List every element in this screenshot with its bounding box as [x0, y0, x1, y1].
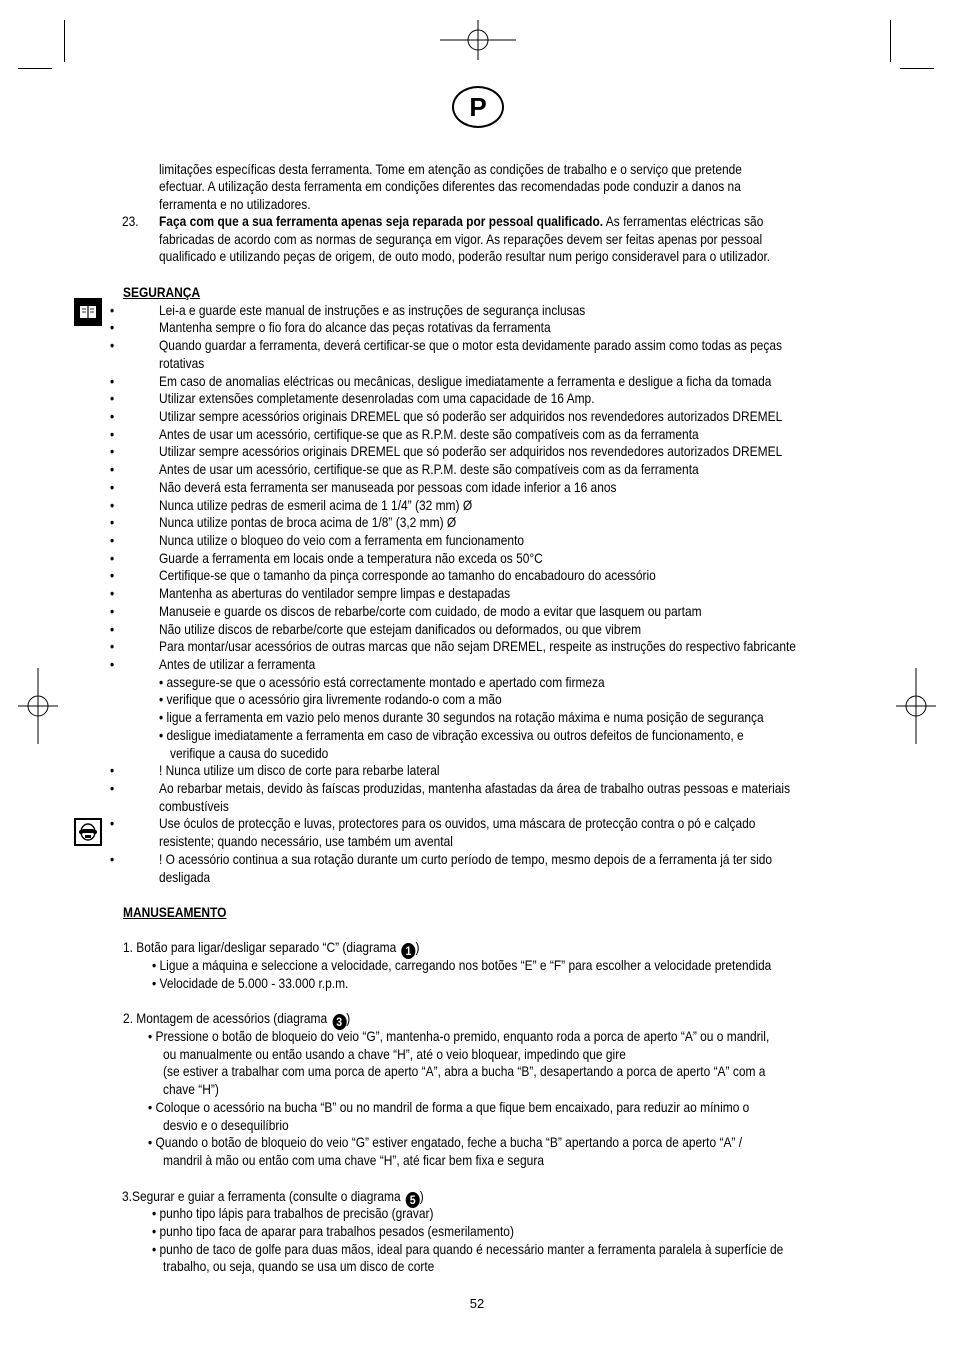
safety-line: Nunca utilize o bloqueo do veio com a ferramenta em funcionamento	[158, 533, 525, 548]
safety-line: Ao rebarbar metais, devido às faíscas produzidas, mantenha afastadas da área de trabalho outras pessoas e materiais	[158, 781, 791, 796]
bullet-dot: •	[110, 391, 115, 406]
bullet-dot: •	[110, 816, 115, 831]
section-1-title	[123, 939, 419, 959]
bullet-dot: •	[110, 515, 115, 530]
safety-line: Manuseie e guarde os discos de rebarbe/corte com cuidado, de modo a evitar que lasquem ou partam	[158, 604, 702, 619]
crop-mark	[18, 68, 52, 69]
intro-line: limitações específicas desta ferramenta. Tome em atenção as condições de trabalho e o serviço que pretende	[158, 162, 742, 177]
safety-line: ! O acessório continua a sua rotação durante um curto período de tempo, mesmo depois de a ferramenta já ter sido	[158, 852, 773, 867]
bullet-dot: •	[110, 480, 115, 495]
section-2-title	[123, 1010, 350, 1030]
protective-gear-icon	[74, 818, 102, 846]
safety-line: desligada	[158, 870, 211, 885]
section-3-line: • punho de taco de golfe para duas mãos, ideal para quando é necessário manter a ferramenta paralela à superfície de	[151, 1242, 784, 1257]
section-2-line: • Pressione o botão de bloqueio do veio “G”, mantenha-o premido, enquanto roda a porca de aperto “A” ou o mandril,	[147, 1029, 770, 1044]
section-3-line: • punho tipo faca de aparar para trabalhos pesados (esmerilamento)	[151, 1224, 514, 1239]
bullet-dot: •	[110, 586, 115, 601]
section-2-line: desvio e o desequilíbrio	[162, 1118, 289, 1133]
item23-first-line	[159, 213, 763, 231]
safety-line: Utilizar sempre acessórios originais DREMEL que só poderão ser adquiridos nos revendedores autorizados DREMEL	[158, 409, 783, 424]
close-paren: )	[415, 940, 420, 955]
close-paren: )	[419, 1189, 424, 1204]
registration-mark-top	[440, 20, 516, 60]
safety-line: combustíveis	[158, 799, 229, 814]
section-1-title-text: 1. Botão para ligar/desligar separado “C” (diagrama	[122, 940, 397, 955]
bullet-dot: •	[110, 604, 115, 619]
section-1-line: • Ligue a máquina e seleccione a velocidade, carregando nos botões “E” e “F” para escolher a velocidade pretendida	[151, 958, 772, 973]
safety-line: Utilizar extensões completamente desenroladas com uma capacidade de 16 Amp.	[158, 391, 595, 406]
section-2-line: ou manualmente ou então usando a chave “H”, até o veio bloquear, impedindo que gire	[162, 1047, 626, 1062]
safety-line: • verifique que o acessório gira livremente rodando-o com a mão	[158, 692, 502, 707]
safety-line: Mantenha as aberturas do ventilador sempre limpas e destapadas	[158, 586, 511, 601]
item23-line: qualificado e utilizando peças de origem, de outo modo, poderão resultar num perigo consideravel para o utilizador.	[158, 249, 771, 264]
safety-line: Para montar/usar acessórios de outras marcas que não sejam DREMEL, respeite as instruções do respectivo fabricante	[158, 639, 796, 654]
section-3-title-text: 3.Segurar e guiar a ferramenta (consulte o diagrama	[121, 1189, 401, 1204]
bullet-dot: •	[110, 498, 115, 513]
bullet-dot: •	[110, 320, 115, 335]
bullet-dot: •	[110, 568, 115, 583]
bullet-dot: •	[110, 409, 115, 424]
language-badge: P	[452, 86, 504, 128]
diagram-5-badge: 5	[406, 1192, 420, 1208]
safety-line: • assegure-se que o acessório está correctamente montado e apertado com firmeza	[158, 675, 605, 690]
manual-book-icon	[74, 298, 102, 326]
item23-bold: Faça com que a sua ferramenta apenas seja reparada por pessoal qualificado.	[158, 214, 604, 229]
safety-line: Em caso de anomalias eléctricas ou mecânicas, desligue imediatamente a ferramenta e desligue a ficha da tomada	[158, 374, 772, 389]
bullet-dot: •	[110, 551, 115, 566]
safety-line: Nunca utilize pedras de esmeril acima de 1 1/4” (32 mm) Ø	[158, 498, 473, 513]
safety-line: Guarde a ferramenta em locais onde a temperatura não exceda os 50°C	[158, 551, 543, 566]
safety-line: Nunca utilize pontas de broca acima de 1/8” (3,2 mm) Ø	[158, 515, 457, 530]
safety-line: Mantenha sempre o fio fora do alcance das peças rotativas da ferramenta	[158, 320, 551, 335]
registration-mark-left	[18, 668, 58, 744]
bullet-dot: •	[110, 622, 115, 637]
diagram-1-badge: 1	[401, 943, 415, 959]
intro-line: ferramenta e no utilizadores.	[158, 197, 311, 212]
item23-line: fabricadas de acordo com as normas de segurança em vigor. As reparações devem ser feitas apenas por pessoal	[158, 232, 763, 247]
crop-mark	[900, 68, 934, 69]
safety-line: • desligue imediatamente a ferramenta em caso de vibração excessiva ou outros defeitos de funcionamento, e	[158, 728, 744, 743]
section-2-line: • Coloque o acessório na bucha “B” ou no mandril de forma a que fique bem encaixado, para reduzir ao mínimo o	[147, 1100, 750, 1115]
safety-line: resistente; quando necessário, use também um avental	[158, 834, 453, 849]
safety-line: verifique a causa do sucedido	[169, 746, 329, 761]
section-3-line: • punho tipo lápis para trabalhos de precisão (gravar)	[151, 1206, 434, 1221]
safety-line: Use óculos de protecção e luvas, protectores para os ouvidos, uma máscara de protecção contra o pó e calçado	[158, 816, 756, 831]
close-paren: )	[346, 1011, 351, 1026]
bullet-dot: •	[110, 462, 115, 477]
safety-line: rotativas	[158, 356, 205, 371]
item-number: 23.	[121, 214, 139, 229]
bullet-dot: •	[110, 444, 115, 459]
registration-mark-right	[896, 668, 936, 744]
bullet-dot: •	[110, 852, 115, 867]
bullet-dot: •	[110, 427, 115, 442]
bullet-dot: •	[110, 657, 115, 672]
bullet-dot: •	[110, 781, 115, 796]
handling-heading: MANUSEAMENTO	[122, 905, 227, 920]
safety-line: Antes de usar um acessório, certifique-se que as R.P.M. deste são compatíveis com as da ferramenta	[158, 427, 699, 442]
safety-line: Não utilize discos de rebarbe/corte que estejam danificados ou deformados, ou que vibrem	[158, 622, 642, 637]
section-3-line: trabalho, ou seja, quando se usa um disco de corte	[162, 1259, 435, 1274]
item23-rest: As ferramentas eléctricas são	[603, 214, 764, 229]
diagram-3-badge: 3	[332, 1014, 346, 1030]
intro-line: efectuar. A utilização desta ferramenta em condições diferentes das recomendadas pode conduzir a danos na	[158, 179, 741, 194]
safety-line: Certifique-se que o tamanho da pinça corresponde ao tamanho do encabadouro do acessório	[158, 568, 656, 583]
bullet-dot: •	[110, 639, 115, 654]
section-1-line: • Velocidade de 5.000 - 33.000 r.p.m.	[151, 976, 349, 991]
safety-line: Utilizar sempre acessórios originais DREMEL que só poderão ser adquiridos nos revendedores autorizados DREMEL	[158, 444, 783, 459]
safety-line: ! Nunca utilize um disco de corte para rebarbe lateral	[158, 763, 440, 778]
crop-mark	[890, 20, 891, 62]
page-number: 52	[469, 1296, 485, 1311]
safety-line: Não deverá esta ferramenta ser manuseada por pessoas com idade inferior a 16 anos	[158, 480, 617, 495]
crop-mark	[64, 20, 65, 62]
safety-line: Antes de usar um acessório, certifique-se que as R.P.M. deste são compatíveis com as da ferramenta	[158, 462, 699, 477]
safety-line: Antes de utilizar a ferramenta	[158, 657, 316, 672]
section-2-line: • Quando o botão de bloqueio do veio “G” estiver engatado, feche a bucha “B” apertando a porca de aperto “A” /	[147, 1135, 743, 1150]
bullet-dot: •	[110, 533, 115, 548]
section-2-line: chave “H”)	[162, 1082, 219, 1097]
safety-line: Quando guardar a ferramenta, deverá certificar-se que o motor esta devidamente parado assim como todas as peças	[158, 338, 783, 353]
section-2-line: mandril à mão ou então com uma chave “H”, até ficar bem fixa e segura	[162, 1153, 544, 1168]
safety-heading: SEGURANÇA	[122, 285, 201, 300]
bullet-dot: •	[110, 763, 115, 778]
safety-line: • ligue a ferramenta em vazio pelo menos durante 30 segundos na rotação máxima e numa posição de segurança	[158, 710, 764, 725]
safety-line: Lei-a e guarde este manual de instruções e as instruções de segurança inclusas	[158, 303, 586, 318]
section-2-title-text: 2. Montagem de acessórios (diagrama	[122, 1011, 328, 1026]
bullet-dot: •	[110, 303, 115, 318]
bullet-dot: •	[110, 338, 115, 353]
bullet-dot: •	[110, 374, 115, 389]
section-2-line: (se estiver a trabalhar com uma porca de aperto “A”, abra a bucha “B”, desapertando a porca de aperto “A” com a	[162, 1064, 766, 1079]
